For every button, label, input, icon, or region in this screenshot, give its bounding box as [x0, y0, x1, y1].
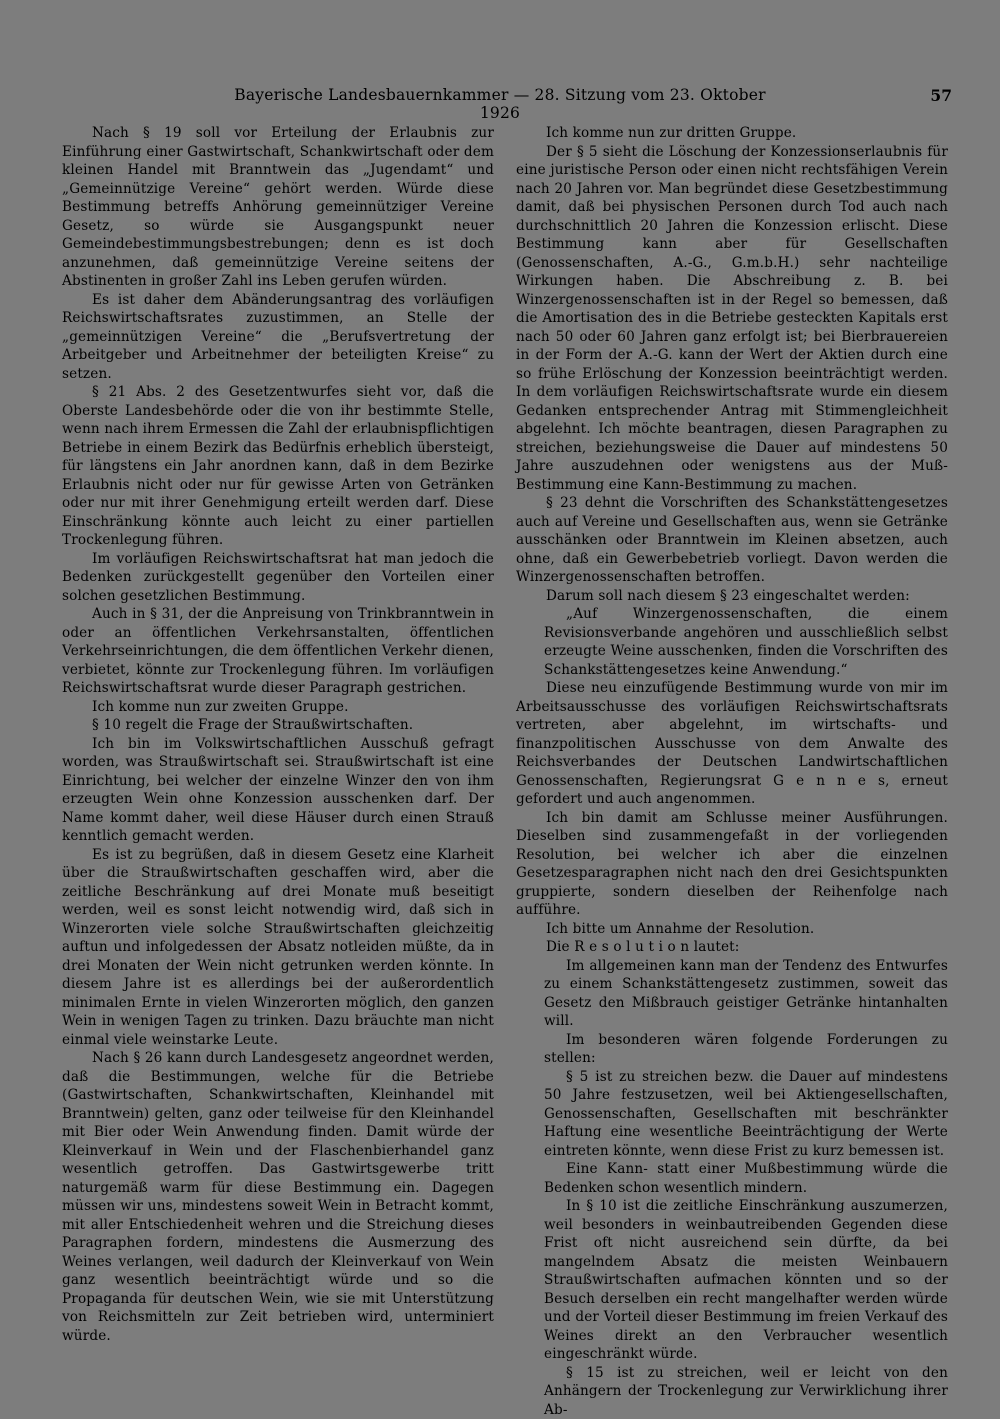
- right-column: [516, 124, 948, 1419]
- running-title: Bayerische Landesbauernkammer — 28. Sitzung vom 23. Oktober 1926: [220, 86, 780, 122]
- paragraph: Es ist zu begrüßen, daß in diesem Gesetz eine Klarheit über die Straußwirtschaften geschaffen wird, aber die zeitliche Beschränkung auf drei Monate muß beseitigt werden, weil es sonst leicht notwendig wird, daß sich in Winzerorten viele solche Straußwirtschaften gleichzeitig auftun und infolgedessen der Absatz notleiden müßte, da in drei Monaten der Wein nicht getrunken werden könnte. In diesem Jahre ist es allerdings bei der außerordentlich minimalen Ernte in vielen Winzerorten möglich, den ganzen Wein in wenigen Tagen zu trinken. Dazu bräuchte man nicht einmal viele weinstarke Leute.: [62, 846, 494, 1050]
- left-column: [62, 124, 494, 1345]
- paragraph: Im vorläufigen Reichswirtschaftsrat hat man jedoch die Bedenken zurückgestellt gegenüber den Vorteilen einer solchen gesetzlichen Bestimmung.: [62, 550, 494, 606]
- paragraph: Darum soll nach diesem § 23 eingeschaltet werden:: [516, 587, 948, 606]
- paragraph: Ich bin im Volkswirtschaftlichen Ausschuß gefragt worden, was Straußwirtschaft sei. Straußwirtschaft ist eine Einrichtung, bei welcher der einzelne Winzer den von ihm erzeugten Wein ohne Konzession ausschenken darf. Der Name kommt daher, weil diese Häuser durch einen Strauß kenntlich gemacht werden.: [62, 735, 494, 846]
- resolution-paragraph: § 5 ist zu streichen bezw. die Dauer auf mindestens 50 Jahre festzusetzen, weil bei Aktiengesellschaften, Genossenschaften, Gesellschaften mit beschränkter Haftung eine wesentliche Beeinträchtigung der Werte eintreten könnte, wenn diese Frist zu kurz bemessen ist.: [516, 1068, 948, 1161]
- paragraph: Ich komme nun zur dritten Gruppe.: [516, 124, 948, 143]
- paragraph: Der § 5 sieht die Löschung der Konzessionserlaubnis für eine juristische Person oder einen nicht rechtsfähigen Verein nach 20 Jahren vor. Man begründet diese Gesetzbestimmung damit, daß bei physischen Personen durch Tod auch nach durchschnittlich 20 Jahren die Konzession erlischt. Diese Bestimmung kann aber für Gesellschaften (Genossenschaften, A.-G., G.m.b.H.) sehr nachteilige Wirkungen haben. Die Abschreibung z. B. bei Winzergenossenschaften ist in der Regel so bemessen, daß die Amortisation des in die Betriebe gesteckten Kapitals erst nach 50 oder 60 Jahren ganz erfolgt ist; bei Bierbrauereien in der Form der A.-G. kann der Wert der Aktien durch eine so frühe Erlöschung der Konzession beeinträchtigt werden. In dem vorläufigen Reichswirtschaftsrate wurde ein diesem Gedanken entsprechender Antrag mit Stimmengleichheit abgelehnt. Ich möchte beantragen, diesen Paragraphen zu streichen, beziehungsweise die Dauer auf mindestens 50 Jahre auszudehnen oder wenigstens aus der Muß-Bestimmung eine Kann-Bestimmung zu machen.: [516, 143, 948, 495]
- running-head: [0, 86, 1000, 108]
- resolution-paragraph: Im allgemeinen kann man der Tendenz des Entwurfes zu einem Schankstättengesetz zustimmen, soweit das Gesetz den Mißbrauch geistiger Getränke hintanhalten will.: [516, 957, 948, 1031]
- paragraph: Auch in § 31, der die Anpreisung von Trinkbranntwein in oder an öffentlichen Verkehrsanstalten, öffentlichen Verkehrseinrichtungen, die dem öffentlichen Verkehr dienen, verbietet, könnte zur Trockenlegung führen. Im vorläufigen Reichswirtschaftsrat wurde dieser Paragraph gestrichen.: [62, 605, 494, 698]
- page-number: 57: [900, 86, 952, 105]
- paragraph: Ich bin damit am Schlusse meiner Ausführungen. Dieselben sind zusammengefaßt in der vorliegenden Resolution, bei welcher ich aber die einzelnen Gesetzesparagraphen nicht nach den drei Gesichtspunkten gruppierte, sondern dieselben der Reihenfolge nach aufführe.: [516, 809, 948, 920]
- paragraph: Nach § 26 kann durch Landesgesetz angeordnet werden, daß die Bestimmungen, welche für die Betriebe (Gastwirtschaften, Schankwirtschaften, Kleinhandel mit Branntwein) gelten, ganz oder teilweise für den Kleinhandel mit Bier oder Wein Anwendung finden. Damit würde der Kleinverkauf in Wein und der Flaschenbierhandel ganz wesentlich getroffen. Das Gastwirtsgewerbe tritt naturgemäß warm für diese Bestimmung ein. Dagegen müssen wir uns, mindestens soweit Wein in Betracht kommt, mit aller Entschiedenheit wehren und die Streichung dieses Paragraphen fordern, mindestens die Ausmerzung des Weines verlangen, weil dadurch der Kleinverkauf von Wein ganz wesentlich beeinträchtigt würde und so die Propaganda für deutschen Wein, wie sie mit Unterstützung von Reichsmitteln zur Zeit betrieben wird, unterminiert würde.: [62, 1049, 494, 1345]
- paragraph: Nach § 19 soll vor Erteilung der Erlaubnis zur Einführung einer Gastwirtschaft, Schankwirtschaft oder dem kleinen Handel mit Branntwein das „Jugendamt“ und „Gemeinnützige Vereine“ gehört werden. Würde diese Bestimmung betreffs Anhörung gemeinnütziger Vereine Gesetz, so würde sie Ausgangspunkt neuer Gemeindebestimmungsbestrebungen; denn es ist doch anzunehmen, daß gemeinnützige Vereine seitens der Abstinenten in großer Zahl ins Leben gerufen würden.: [62, 124, 494, 291]
- paragraph: § 21 Abs. 2 des Gesetzentwurfes sieht vor, daß die Oberste Landesbehörde oder die von ihr bestimmte Stelle, wenn nach ihrem Ermessen die Zahl der erlaubnispflichtigen Betriebe in einem Bezirk das Bedürfnis erheblich übersteigt, für längstens ein Jahr anordnen kann, daß in dem Bezirke Erlaubnis nicht oder nur für gewisse Arten von Getränken oder nur mit ihrer Genehmigung erteilt werden darf. Diese Einschränkung könnte auch leicht zu einer partiellen Trockenlegung führen.: [62, 383, 494, 550]
- resolution-paragraph: § 15 ist zu streichen, weil er leicht von den Anhängern der Trockenlegung zur Verwirklichung ihrer Ab-: [516, 1364, 948, 1419]
- paragraph: Die R e s o l u t i o n lautet:: [516, 938, 948, 957]
- paragraph: Diese neu einzufügende Bestimmung wurde von mir im Arbeitsausschusse des vorläufigen Reichswirtschaftsrats vertreten, aber abgelehnt, im wirtschafts- und finanzpolitischen Ausschusse von dem Anwalte des Reichsverbandes der Deutschen Landwirtschaftlichen Genossenschaften, Regierungsrat G e n n e s, erneut gefordert und auch angenommen.: [516, 679, 948, 809]
- paragraph: § 10 regelt die Frage der Straußwirtschaften.: [62, 716, 494, 735]
- paragraph: Ich komme nun zur zweiten Gruppe.: [62, 698, 494, 717]
- paragraph: Ich bitte um Annahme der Resolution.: [516, 920, 948, 939]
- resolution-paragraph: Im besonderen wären folgende Forderungen zu stellen:: [516, 1031, 948, 1068]
- paragraph: § 23 dehnt die Vorschriften des Schankstättengesetzes auch auf Vereine und Gesellschaften aus, wenn sie Getränke ausschänken oder Branntwein im Kleinen absetzen, auch ohne, daß ein Gewerbebetrieb vorliegt. Davon werden die Winzergenossenschaften betroffen.: [516, 494, 948, 587]
- paragraph: Es ist daher dem Abänderungsantrag des vorläufigen Reichswirtschaftsrates zuzustimmen, an Stelle der „gemeinnützigen Vereine“ die „Berufsvertretung der Arbeitgeber und Arbeitnehmer der beteiligten Kreise“ zu setzen.: [62, 291, 494, 384]
- quoted-amendment: „Auf Winzergenossenschaften, die einem Revisionsverbande angehören und ausschließlich selbst erzeugte Weine ausschenken, finden die Vorschriften des Schankstättengesetzes keine Anwendung.“: [516, 605, 948, 679]
- resolution-paragraph: Eine Kann- statt einer Mußbestimmung würde die Bedenken schon wesentlich mindern.: [516, 1160, 948, 1197]
- resolution-paragraph: In § 10 ist die zeitliche Einschränkung auszumerzen, weil besonders in weinbautreibenden Gegenden diese Frist oft nicht ausreichend sein dürfte, da bei mangelndem Absatz die meisten Weinbauern Straußwirtschaften aufmachen könnten und so der Besuch derselben ein recht mangelhafter werden würde und der Vorteil dieser Bestimmung im freien Verkauf des Weines direkt an den Verbraucher wesentlich eingeschränkt würde.: [516, 1197, 948, 1364]
